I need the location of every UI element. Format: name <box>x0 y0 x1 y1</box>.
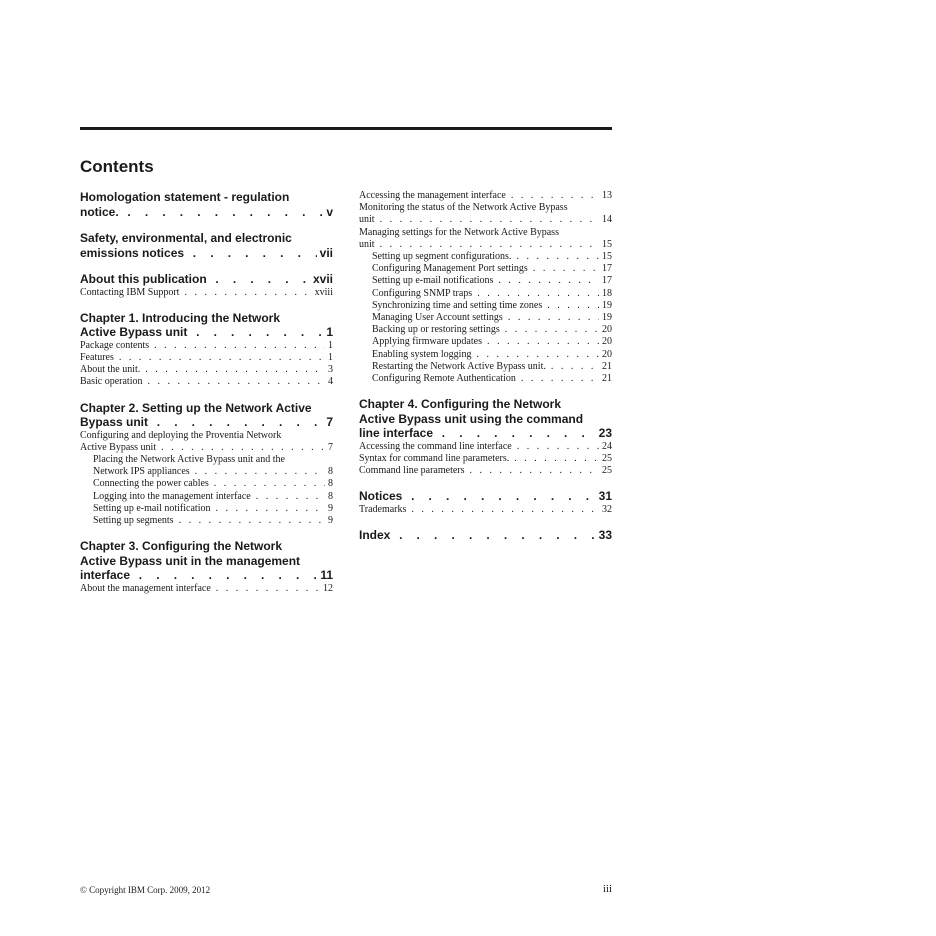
toc-heading[interactable] <box>359 528 612 543</box>
toc-entry[interactable] <box>359 300 612 312</box>
toc-entry[interactable] <box>359 275 612 287</box>
toc-entry[interactable] <box>80 364 333 376</box>
toc-entry-title: Connecting the power cables . . . <box>93 478 333 490</box>
toc-page-number: 21 <box>599 373 612 385</box>
toc-page-number: xvii <box>310 272 333 287</box>
toc-page-number: 19 <box>599 300 612 312</box>
toc-entry[interactable] <box>80 287 333 299</box>
toc-entry-title: Trademarks . . . <box>359 504 612 516</box>
toc-heading[interactable] <box>80 190 333 219</box>
toc-heading[interactable] <box>359 397 612 441</box>
toc-page-number: 8 <box>325 478 333 490</box>
toc-page-number: 12 <box>320 583 333 595</box>
toc-column-right <box>359 190 612 543</box>
toc-entry-title: Accessing the management interface . . . <box>359 190 612 202</box>
toc-page-number: 9 <box>325 515 333 527</box>
toc-entry-title: Managing User Account settings . . . <box>372 312 612 324</box>
toc-entry-title: Active Bypass unit . . . <box>80 442 333 454</box>
toc-entry-title: line interface . . . <box>359 426 612 441</box>
toc-entry-title-line: Configuring and deploying the Proventia Network <box>80 429 282 441</box>
toc-heading[interactable] <box>359 489 612 504</box>
toc-entry[interactable] <box>359 441 612 453</box>
toc-entry[interactable] <box>359 227 612 251</box>
toc-page-number: 7 <box>325 442 333 454</box>
toc-entry-title-line: Active Bypass unit in the management <box>80 553 301 568</box>
toc-entry[interactable] <box>359 251 612 263</box>
toc-entry[interactable] <box>80 491 333 503</box>
toc-entry[interactable] <box>359 361 612 373</box>
toc-page-number: 3 <box>325 364 333 376</box>
toc-entry[interactable] <box>359 190 612 202</box>
toc-entry[interactable] <box>80 503 333 515</box>
toc-page-number: v <box>323 205 333 220</box>
toc-page-number: 1 <box>323 325 333 340</box>
toc-entry-title: Index . . . <box>359 528 612 543</box>
toc-page-number: 23 <box>596 426 612 441</box>
toc-page-number: 8 <box>325 466 333 478</box>
toc-entry-title: Setting up segment configurations. . . . <box>372 251 612 263</box>
toc-entry-title: Applying firmware updates . . . <box>372 336 612 348</box>
toc-entry-title: notice. . . . <box>80 205 333 220</box>
toc-heading[interactable] <box>80 401 333 430</box>
toc-entry-title: Network IPS appliances . . . <box>93 466 333 478</box>
toc-entry-title: Syntax for command line parameters. . . . <box>359 453 612 465</box>
toc-page-number: 17 <box>599 263 612 275</box>
toc-entry[interactable] <box>359 312 612 324</box>
toc-entry-title: Configuring Remote Authentication . . . <box>372 373 612 385</box>
toc-entry-title: Setting up e-mail notification . . . <box>93 503 333 515</box>
toc-entry-title: unit . . . <box>359 214 612 226</box>
toc-entry-title-line: Placing the Network Active Bypass unit and the <box>93 453 285 465</box>
toc-entry[interactable] <box>359 504 612 516</box>
copyright-notice: © Copyright IBM Corp. 2009, 2012 <box>80 885 211 895</box>
toc-entry-title: Contacting IBM Support . . . <box>80 287 333 299</box>
toc-entry-title: Backing up or restoring settings . . . <box>372 324 612 336</box>
page-title: Contents <box>80 157 154 176</box>
toc-page-number: 19 <box>599 312 612 324</box>
toc-entry-title: Accessing the command line interface . . . <box>359 441 612 453</box>
toc-column-left <box>80 190 333 595</box>
toc-entry-title: Enabling system logging . . . <box>372 349 612 361</box>
toc-entry-title-line: Active Bypass unit using the command <box>359 411 584 426</box>
toc-page-number: 24 <box>599 441 612 453</box>
toc-entry[interactable] <box>359 324 612 336</box>
toc-page-number: 15 <box>599 251 612 263</box>
toc-entry[interactable] <box>359 336 612 348</box>
toc-entry-title-line: Managing settings for the Network Active Bypass <box>359 226 559 238</box>
toc-entry[interactable] <box>359 202 612 226</box>
toc-entry-title: Configuring SNMP traps . . . <box>372 288 612 300</box>
toc-entry-title: About this publication . . . <box>80 272 333 287</box>
toc-heading[interactable] <box>80 311 333 340</box>
toc-entry-title: unit . . . <box>359 239 612 251</box>
toc-page-number: 14 <box>599 214 612 226</box>
toc-page-number: 33 <box>596 528 612 543</box>
toc-page-number: 1 <box>325 352 333 364</box>
toc-entry[interactable] <box>359 288 612 300</box>
toc-page-number: 8 <box>325 491 333 503</box>
toc-entry-title: Command line parameters . . . <box>359 465 612 477</box>
toc-entry[interactable] <box>359 465 612 477</box>
toc-page-number: 4 <box>325 376 333 388</box>
toc-entry[interactable] <box>80 340 333 352</box>
toc-entry-title: Notices . . . <box>359 489 612 504</box>
toc-entry-title: Restarting the Network Active Bypass unit. . . . <box>372 361 612 373</box>
toc-entry-title: Synchronizing time and setting time zones . . . <box>372 300 612 312</box>
page-number: iii <box>602 883 612 895</box>
toc-entry-title: Features . . . <box>80 352 333 364</box>
toc-page-number: 18 <box>599 288 612 300</box>
toc-entry-title: Logging into the management interface . . . <box>93 491 333 503</box>
toc-page-number: 31 <box>596 489 612 504</box>
toc-entry-title-line: Chapter 1. Introducing the Network <box>80 310 281 325</box>
toc-entry-title: About the management interface . . . <box>80 583 333 595</box>
toc-entry-title-line: Chapter 3. Configuring the Network <box>80 539 283 554</box>
toc-page-number: 25 <box>599 465 612 477</box>
toc-entry-title: interface . . . <box>80 568 333 583</box>
toc-page-number: 32 <box>599 504 612 516</box>
toc-entry-title-line: Homologation statement - regulation <box>80 190 290 204</box>
toc-page-number: 15 <box>599 239 612 251</box>
toc-entry-title: Setting up segments . . . <box>93 515 333 527</box>
toc-page-number: 20 <box>599 324 612 336</box>
toc-entry-title: Package contents . . . <box>80 340 333 352</box>
toc-entry[interactable] <box>80 583 333 595</box>
toc-entry-title-line: Safety, environmental, and electronic <box>80 231 292 245</box>
toc-entry[interactable] <box>359 453 612 465</box>
toc-entry-title-line: Chapter 2. Setting up the Network Active <box>80 400 312 415</box>
toc-entry[interactable] <box>80 430 333 454</box>
header-rule <box>80 127 612 130</box>
toc-entry[interactable] <box>359 263 612 275</box>
toc-heading[interactable] <box>80 231 333 260</box>
toc-page-number: xviii <box>312 287 333 299</box>
toc-page-number: 20 <box>599 349 612 361</box>
toc-entry-title: emissions notices . . . <box>80 246 333 261</box>
toc-entry-title: About the unit. . . . <box>80 364 333 376</box>
toc-page-number: 13 <box>599 190 612 202</box>
toc-entry-title-line: Chapter 4. Configuring the Network <box>359 397 562 412</box>
toc-entry-title: Bypass unit . . . <box>80 415 333 430</box>
toc-page-number: 20 <box>599 336 612 348</box>
toc-page-number: vii <box>317 246 333 261</box>
toc-page-number: 7 <box>323 415 333 430</box>
toc-entry-title: Basic operation . . . <box>80 376 333 388</box>
toc-entry-title: Setting up e-mail notifications . . . <box>372 275 612 287</box>
toc-entry[interactable] <box>80 376 333 388</box>
toc-entry[interactable] <box>80 478 333 490</box>
toc-page-number: 17 <box>599 275 612 287</box>
toc-entry[interactable] <box>80 352 333 364</box>
toc-page-number: 11 <box>317 568 333 583</box>
toc-page-number: 1 <box>325 340 333 352</box>
toc-page-number: 21 <box>599 361 612 373</box>
toc-page-number: 25 <box>599 453 612 465</box>
toc-entry[interactable] <box>359 349 612 361</box>
toc-entry-title: Active Bypass unit . . . <box>80 325 333 340</box>
toc-entry-title-line: Monitoring the status of the Network Active Bypass <box>359 202 568 214</box>
toc-heading[interactable] <box>80 272 333 287</box>
toc-entry[interactable] <box>359 373 612 385</box>
toc-entry-title: Configuring Management Port settings . . . <box>372 263 612 275</box>
toc-entry[interactable] <box>80 454 333 478</box>
toc-heading[interactable] <box>80 539 333 583</box>
toc-entry[interactable] <box>80 515 333 527</box>
toc-page-number: 9 <box>325 503 333 515</box>
